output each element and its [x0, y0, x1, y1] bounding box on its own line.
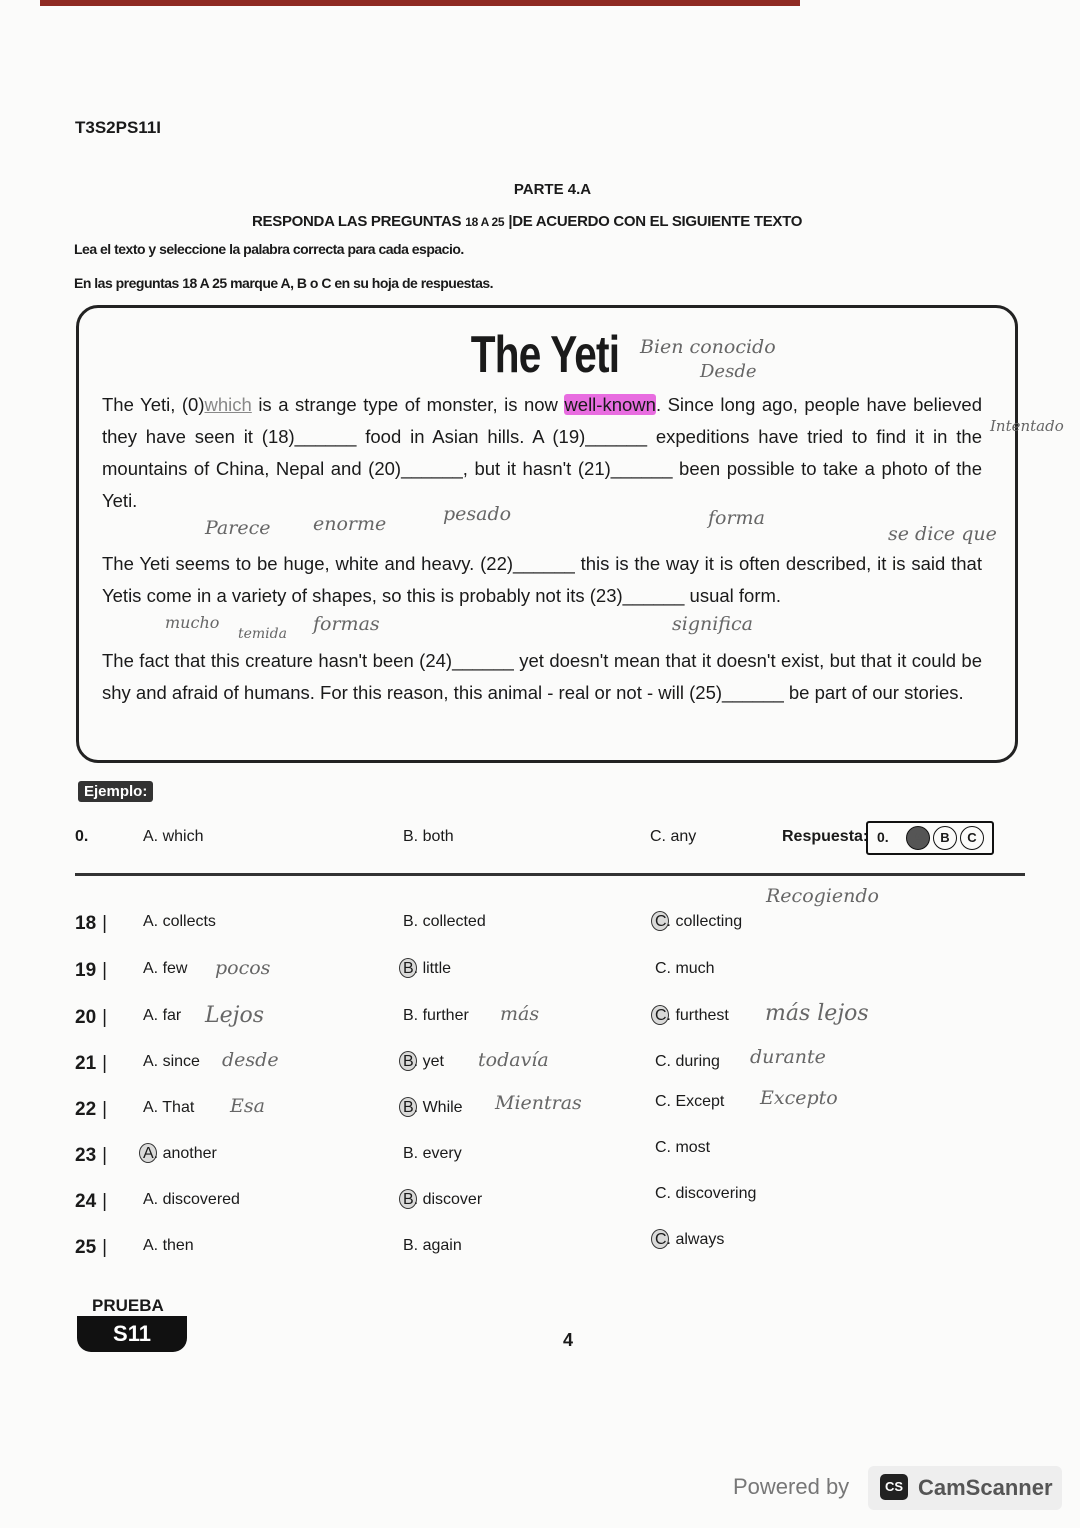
divider	[75, 873, 1025, 876]
note: Excepto	[760, 1087, 838, 1109]
option-text: C. always	[655, 1231, 725, 1248]
option-a: A. which	[143, 828, 204, 845]
option-text: C. much	[655, 960, 715, 977]
question-row	[0, 957, 1080, 990]
option-c[interactable]	[655, 1007, 729, 1025]
option-text: A. another	[143, 1145, 217, 1162]
note: Esa	[230, 1095, 265, 1117]
paragraph-3: The fact that this creature hasn't been (24)______ yet doesn't mean that it doesn't exist, but that it could be shy and afraid of humans. For this reason, this animal - real or not - will (25)______ be part of our stories.	[102, 650, 982, 703]
brand-name: CamScanner	[918, 1475, 1053, 1500]
option-a[interactable]	[143, 1145, 217, 1163]
camscanner-watermark	[868, 1466, 1062, 1510]
question-row	[0, 1007, 1080, 1037]
option-text: B. collected	[403, 913, 486, 930]
bubble-c: C	[960, 826, 984, 850]
question-row	[0, 1139, 1080, 1175]
note: pesado	[443, 503, 512, 525]
option-text: C. most	[655, 1139, 711, 1156]
prueba-label: PRUEBA	[92, 1296, 164, 1315]
question-number: 20 |	[75, 1007, 107, 1029]
bubble-b: B	[933, 826, 957, 850]
option-text: B. yet	[403, 1053, 444, 1070]
option-b[interactable]	[403, 1237, 462, 1255]
instruction-heading: RESPONDA LAS PREGUNTAS 18 A 25 |DE ACUERDO CON EL SIGUIENTE TEXTO	[252, 213, 803, 230]
question-row	[0, 1185, 1080, 1221]
test-badge: S11	[77, 1316, 187, 1352]
option-a[interactable]	[143, 913, 216, 931]
option-text: B. While	[403, 1099, 463, 1116]
page-edge	[40, 0, 800, 6]
note: Recogiendo	[766, 885, 879, 907]
option-a[interactable]	[143, 1191, 240, 1209]
option-text: B. again	[403, 1237, 462, 1254]
option-b[interactable]	[403, 1099, 463, 1117]
note: Bien conocido	[640, 336, 776, 358]
option-c[interactable]	[655, 960, 715, 978]
note: pocos	[215, 957, 271, 979]
note: Desde	[700, 361, 757, 382]
paragraph-1: The Yeti, (0)which is a strange type of monster, is now well-known. Since long ago, people have believed they have seen it (18)______ food in Asian hills. A (19)______ expeditions have tried to find it in the mountains of China, Nepal and (20)______, but it hasn't (21)______ been possible to take a photo of the Yeti.	[102, 394, 982, 511]
question-row	[0, 1231, 1080, 1267]
option-text: C. discovering	[655, 1185, 757, 1202]
option-b[interactable]	[403, 960, 451, 978]
option-c: C. any	[650, 828, 697, 845]
question-number: 25 |	[75, 1237, 107, 1259]
option-text: C. Except	[655, 1093, 725, 1110]
note: formas	[313, 613, 380, 635]
question-number: 24 |	[75, 1191, 107, 1213]
option-b[interactable]	[403, 1007, 469, 1025]
question-number: 23 |	[75, 1145, 107, 1167]
option-text: A. discovered	[143, 1191, 240, 1208]
option-text: C. during	[655, 1053, 720, 1070]
camscanner-logo-icon: CS	[880, 1474, 908, 1500]
note: Lejos	[205, 1003, 264, 1028]
option-text: A. few	[143, 960, 188, 977]
option-b[interactable]	[403, 1145, 462, 1163]
bubble-a-filled: A	[906, 826, 930, 850]
option-text: B. little	[403, 960, 452, 977]
option-text: C. collecting	[655, 913, 743, 930]
note: desde	[222, 1049, 279, 1071]
note: más lejos	[765, 1001, 869, 1026]
question-row	[0, 913, 1080, 943]
instruction-line-2: En las preguntas 18 A 25 marque A, B o C en su hoja de respuestas.	[74, 275, 494, 291]
option-a[interactable]	[143, 1237, 194, 1255]
note: mucho	[165, 613, 220, 632]
option-c[interactable]	[655, 1185, 756, 1203]
note: Intentado	[990, 417, 1064, 435]
note: más	[500, 1003, 540, 1025]
option-b[interactable]	[403, 913, 486, 931]
page-number: 4	[563, 1330, 574, 1350]
note: Parece	[205, 517, 271, 539]
example-label: Ejemplo:	[78, 781, 153, 802]
option-a[interactable]	[143, 1007, 181, 1025]
note: durante	[750, 1046, 826, 1068]
question-number: 22 |	[75, 1099, 107, 1121]
option-c[interactable]	[655, 1053, 720, 1071]
answer-number: 0.	[877, 829, 889, 845]
note: significa	[672, 613, 753, 635]
option-c[interactable]	[655, 913, 742, 931]
note: temida	[238, 626, 287, 642]
option-b[interactable]	[403, 1191, 482, 1209]
example-number: 0.	[75, 828, 89, 845]
option-c[interactable]	[655, 1139, 710, 1157]
option-text: B. further	[403, 1007, 469, 1024]
option-text: B. every	[403, 1145, 462, 1162]
note: se dice que	[888, 523, 997, 545]
note: todavía	[478, 1049, 549, 1071]
option-a[interactable]	[143, 1099, 194, 1117]
option-b[interactable]	[403, 1053, 444, 1071]
test-code: T3S2PS11I	[75, 118, 162, 137]
option-a[interactable]	[143, 1053, 200, 1071]
text-title: The Yeti	[470, 326, 620, 384]
answer-box	[866, 821, 994, 855]
question-number: 21 |	[75, 1053, 107, 1075]
option-a[interactable]	[143, 960, 187, 978]
option-c[interactable]	[655, 1093, 724, 1111]
option-c[interactable]	[655, 1231, 724, 1249]
option-text: A. far	[143, 1007, 182, 1024]
option-text: A. collects	[143, 913, 216, 930]
option-text: B. discover	[403, 1191, 483, 1208]
option-text: A. That	[143, 1099, 195, 1116]
option-text: A. then	[143, 1237, 194, 1254]
powered-by: Powered by	[733, 1474, 850, 1499]
question-number: 18 |	[75, 913, 107, 935]
question-number: 19 |	[75, 960, 107, 982]
option-b: B. both	[403, 828, 454, 845]
instruction-line-1: Lea el texto y seleccione la palabra correcta para cada espacio.	[74, 241, 464, 257]
part-title: PARTE 4.A	[513, 181, 592, 198]
note: forma	[708, 507, 765, 529]
note: Mientras	[495, 1092, 582, 1114]
option-text: C. furthest	[655, 1007, 729, 1024]
paragraph-2: The Yeti seems to be huge, white and heavy. (22)______ this is the way it is often described, it is said that Yetis come in a variety of shapes, so this is probably not its (23)______ usual form.	[102, 553, 982, 606]
option-text: A. since	[143, 1053, 200, 1070]
answer-label: Respuesta:	[782, 828, 869, 845]
note: enorme	[313, 513, 387, 535]
